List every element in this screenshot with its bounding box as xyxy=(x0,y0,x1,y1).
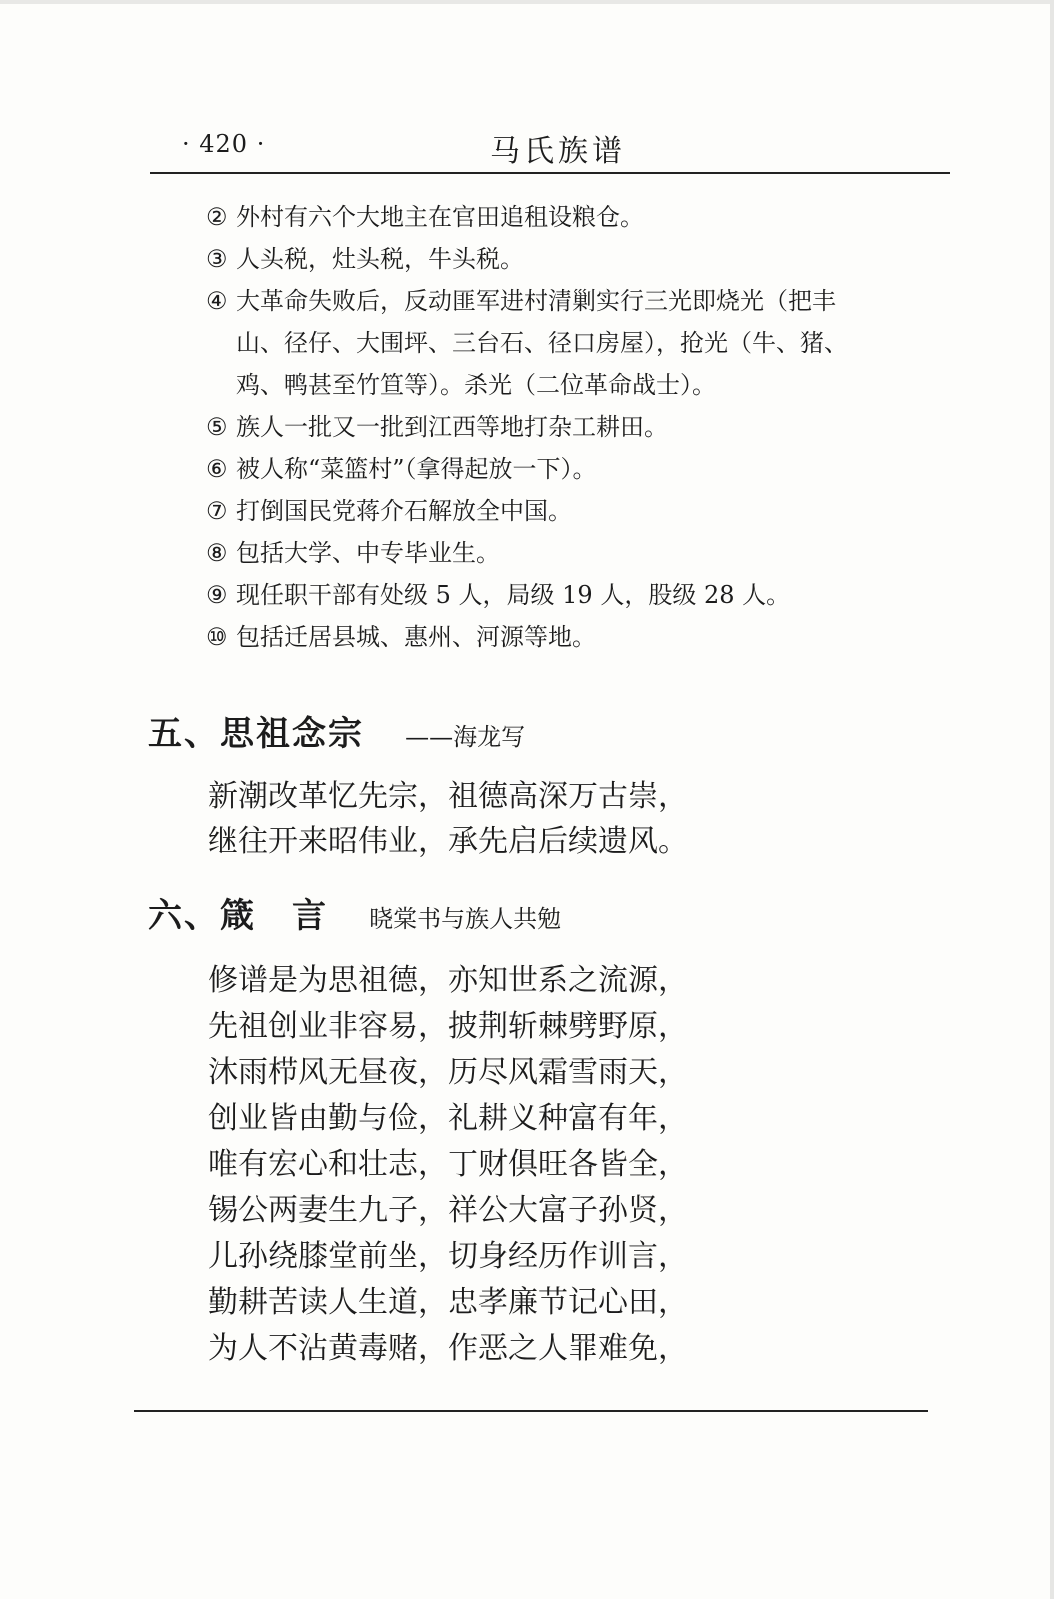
note-marker: ⑩ xyxy=(206,623,228,651)
note-item xyxy=(206,574,956,616)
section-title: 五、思祖念宗 xyxy=(148,714,364,754)
note-marker: ③ xyxy=(206,245,228,273)
section-byline: 晓棠书与族人共勉 xyxy=(369,905,562,933)
section-heading xyxy=(148,888,948,936)
poem-line: 锡公两妻生九子，祥公大富子孙贤， xyxy=(208,1193,688,1228)
book-title: 马氏族谱 xyxy=(490,134,626,169)
header-rule xyxy=(150,172,950,174)
note-item xyxy=(206,490,956,532)
poem xyxy=(208,774,948,864)
section-title: 六、箴 言 xyxy=(148,896,328,936)
note-item xyxy=(206,448,956,490)
note-item xyxy=(206,280,956,322)
poem-line: 新潮改革忆先宗，祖德高深万古崇， xyxy=(208,779,688,814)
note-text: 被人称“菜篮村”（拿得起放一下）。 xyxy=(236,455,597,483)
note-marker: ⑧ xyxy=(206,539,228,567)
page-number: · 420 · xyxy=(182,130,266,158)
page-edge-right xyxy=(1050,0,1054,1599)
note-text: 包括大学、中专毕业生。 xyxy=(236,539,500,567)
poem-line: 儿孙绕膝堂前坐，切身经历作训言， xyxy=(208,1239,688,1274)
page-header xyxy=(150,120,950,180)
note-continuation: 山、径仔、大围坪、三台石、径口房屋），抢光（牛、猪、 xyxy=(236,329,848,357)
note-marker: ⑨ xyxy=(206,581,228,609)
poem-line: 先祖创业非容易，披荆斩棘劈野原， xyxy=(208,1009,688,1044)
poem-line: 继往开来昭伟业，承先启后续遗风。 xyxy=(208,824,688,859)
note-marker: ⑥ xyxy=(206,455,228,483)
note-marker: ② xyxy=(206,203,228,231)
poem-line: 修谱是为思祖德，亦知世系之流源， xyxy=(208,963,688,998)
poem-line: 勤耕苦读人生道，忠孝廉节记心田， xyxy=(208,1285,688,1320)
section-byline: ——海龙写 xyxy=(405,723,526,751)
poem-line: 为人不沾黄毒赌，作恶之人罪难免， xyxy=(208,1331,688,1366)
note-text: 大革命失败后，反动匪军进村清剿实行三光即烧光（把丰 xyxy=(236,287,836,315)
page-edge-top xyxy=(0,0,1054,4)
note-text: 现任职干部有处级 5 人，局级 19 人，股级 28 人。 xyxy=(236,581,791,609)
note-marker: ⑤ xyxy=(206,413,228,441)
section-heading xyxy=(148,706,948,754)
note-item xyxy=(206,196,956,238)
note-marker: ④ xyxy=(206,287,228,315)
note-continuation: 鸡、鸭甚至竹笪等）。杀光（二位革命战士）。 xyxy=(236,371,716,399)
poem xyxy=(208,958,948,1372)
poem-line: 唯有宏心和壮志，丁财俱旺各皆全， xyxy=(208,1147,688,1182)
note-text: 人头税，灶头税，牛头税。 xyxy=(236,245,524,273)
note-text: 打倒国民党蒋介石解放全中国。 xyxy=(236,497,572,525)
notes-list xyxy=(206,196,956,658)
note-text: 外村有六个大地主在官田追租设粮仓。 xyxy=(236,203,644,231)
note-marker: ⑦ xyxy=(206,497,228,525)
note-item xyxy=(206,406,956,448)
note-text: 族人一批又一批到江西等地打杂工耕田。 xyxy=(236,413,668,441)
note-item xyxy=(206,616,956,658)
note-item xyxy=(206,238,956,280)
note-item xyxy=(206,532,956,574)
section-five xyxy=(148,706,948,864)
footer-rule xyxy=(134,1410,928,1412)
poem-line: 创业皆由勤与俭，礼耕义种富有年， xyxy=(208,1101,688,1136)
poem-line: 沐雨栉风无昼夜，历尽风霜雪雨天， xyxy=(208,1055,688,1090)
note-text: 包括迁居县城、惠州、河源等地。 xyxy=(236,623,596,651)
section-six xyxy=(148,888,948,1372)
